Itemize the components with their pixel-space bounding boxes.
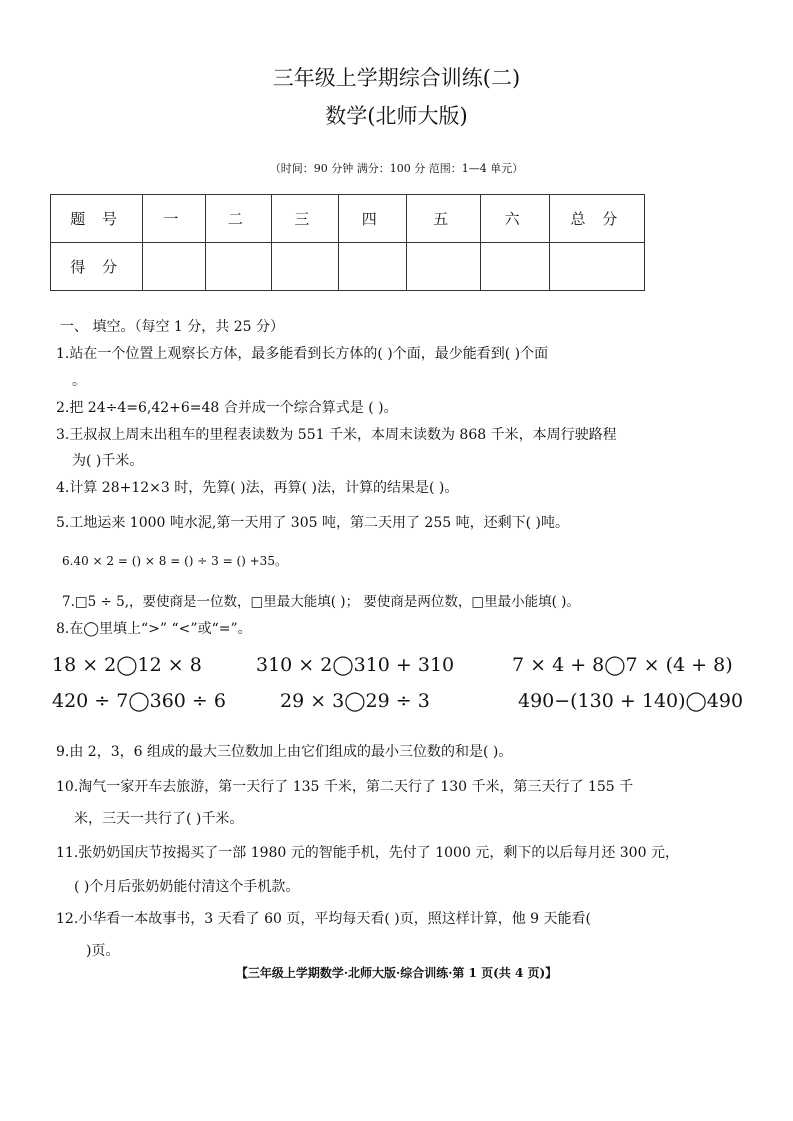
question-2: 2.把 24÷4=6,42+6=48 合并成一个综合算式是 ( )。 <box>56 400 398 416</box>
question-8: 8.在◯里填上“>” “<”或“=”。 <box>56 621 252 637</box>
question-1-continued: 。 <box>72 373 86 389</box>
question-5: 5.工地运来 1000 吨水泥,第一天用了 305 吨，第二天用了 255 吨，还剩下( )吨。 <box>56 515 569 531</box>
question-11: 11.张奶奶国庆节按揭买了一部 1980 元的智能手机，先付了 1000 元，剩下的以后每月还 300 元， <box>56 845 679 861</box>
question-1: 1.站在一个位置上观察长方体，最多能看到长方体的( )个面，最少能看到( )个面 <box>56 346 549 362</box>
score-table <box>50 194 645 291</box>
comparison-expression: 29 × 3◯29 ÷ 3 <box>280 690 430 712</box>
score-header-cell: 题 号 <box>51 195 143 243</box>
score-entry-cell <box>549 243 644 291</box>
page-title: 三年级上学期综合训练(二) <box>272 66 521 90</box>
score-table-score-row <box>51 243 645 291</box>
comparison-expression: 7 × 4 + 8◯7 × (4 + 8) <box>512 654 733 676</box>
question-4: 4.计算 28+12×3 时，先算( )法，再算( )法，计算的结果是( )。 <box>56 480 459 496</box>
question-9: 9.由 2，3，6 组成的最大三位数加上由它们组成的最小三位数的和是( )。 <box>56 744 513 760</box>
score-label-cell: 得 分 <box>51 243 143 291</box>
score-entry-cell <box>205 243 271 291</box>
comparison-expression: 490−(130 + 140)◯490 <box>518 690 744 712</box>
question-11-continued: ( )个月后张奶奶能付清这个手机款。 <box>74 879 300 895</box>
score-entry-cell <box>481 243 549 291</box>
score-header-cell: 四 <box>338 195 406 243</box>
comparison-expression: 420 ÷ 7◯360 ÷ 6 <box>52 690 226 712</box>
comparison-expression: 18 × 2◯12 × 8 <box>52 654 202 676</box>
question-10: 10.淘气一家开车去旅游，第一天行了 135 千米，第二天行了 130 千米，第三天行了 155 千 <box>56 779 634 795</box>
score-entry-cell <box>338 243 406 291</box>
score-header-cell: 总 分 <box>549 195 644 243</box>
question-7: 7.□5 ÷ 5,，要使商是一位数，□里最大能填( )； 要使商是两位数，□里最小能填( )。 <box>62 594 580 610</box>
question-10-continued: 米，三天一共行了( )千米。 <box>74 811 244 827</box>
question-12: 12.小华看一本故事书，3 天看了 60 页，平均每天看( )页，照这样计算，他 9 天能看( <box>56 911 591 927</box>
question-6: 6.40 × 2 = () × 8 = () ÷ 3 = () +35。 <box>62 554 287 568</box>
comparison-expression: 310 × 2◯310 + 310 <box>256 654 455 676</box>
question-12-continued: )页。 <box>86 943 120 959</box>
score-header-cell: 一 <box>143 195 206 243</box>
score-entry-cell <box>272 243 338 291</box>
score-header-cell: 二 <box>205 195 271 243</box>
score-table-header-row <box>51 195 645 243</box>
section-heading: 一、 填空。（每空 1 分，共 25 分） <box>60 319 284 335</box>
page-footer: 【三年级上学期数学·北师大版·综合训练·第 1 页(共 4 页)】 <box>235 966 558 980</box>
exam-meta: （时间：90 分钟 满分：100 分 范围：1—4 单元） <box>269 162 524 175</box>
score-header-cell: 五 <box>407 195 481 243</box>
score-header-cell: 三 <box>272 195 338 243</box>
score-entry-cell <box>407 243 481 291</box>
question-3: 3.王叔叔上周末出租车的里程表读数为 551 千米，本周末读数为 868 千米，本周行驶路程 <box>56 427 617 443</box>
score-header-cell: 六 <box>481 195 549 243</box>
score-entry-cell <box>143 243 206 291</box>
page-subtitle: 数学(北师大版) <box>325 104 468 128</box>
question-3-continued: 为( )千米。 <box>72 453 144 469</box>
